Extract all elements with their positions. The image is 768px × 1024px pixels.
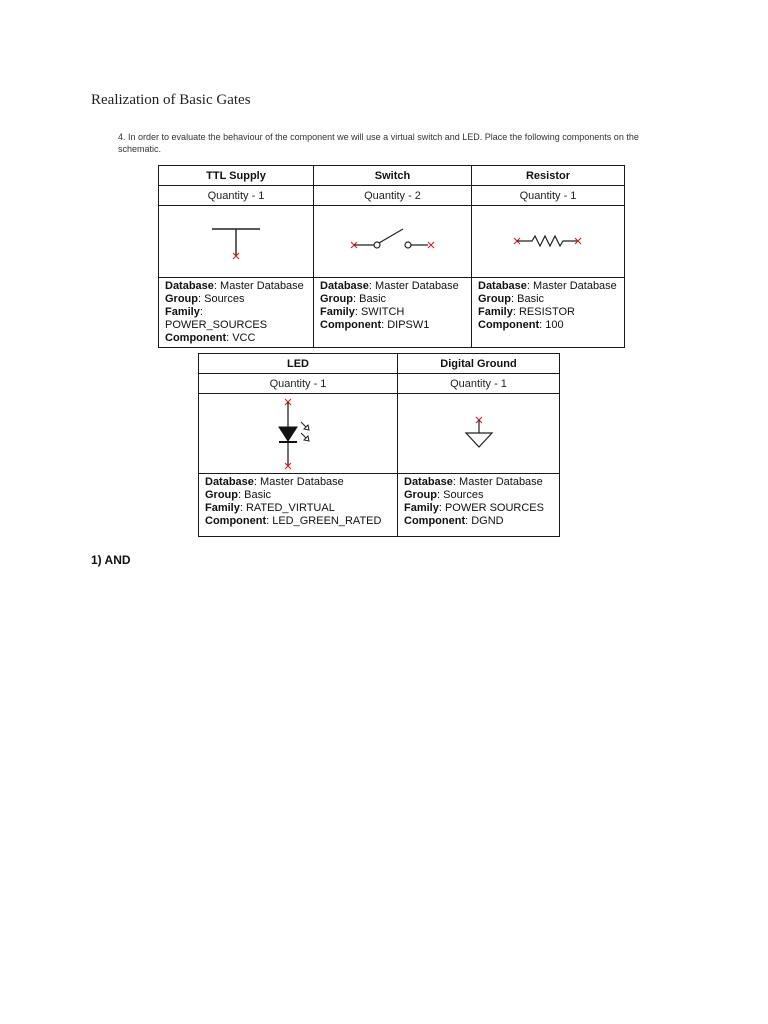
group-label: Group (165, 293, 198, 305)
led-icon (268, 396, 328, 472)
info-led (199, 474, 398, 537)
group-value: : Basic (511, 293, 545, 305)
group-label: Group (205, 489, 238, 501)
symbol-cell-switch (314, 206, 472, 278)
database-label: Database (205, 476, 254, 488)
section-heading-and: 1) AND (91, 553, 131, 567)
resistor-icon (508, 222, 588, 262)
component-value: : DGND (465, 515, 504, 527)
family-value: : POWER_SOURCES (165, 306, 268, 331)
components-table-2 (198, 353, 560, 537)
family-value: : SWITCH (354, 306, 405, 318)
database-value: : Master Database (253, 476, 344, 488)
components-table-1 (158, 165, 625, 348)
header-digital-ground: Digital Ground (398, 354, 560, 374)
header-ttl-supply: TTL Supply (159, 166, 314, 186)
header-switch: Switch (314, 166, 472, 186)
database-value: : Master Database (452, 476, 543, 488)
component-value: : LED_GREEN_RATED (266, 515, 382, 527)
vcc-icon (206, 222, 266, 262)
group-label: Group (404, 489, 437, 501)
intro-text: In order to evaluate the behaviour of the component we will use a virtual switch and LED. Place the following components on the schematic. (118, 132, 639, 154)
quantity-ttl-supply: Quantity - 1 (159, 186, 314, 206)
quantity-resistor: Quantity - 1 (472, 186, 625, 206)
database-value: : Master Database (368, 280, 459, 292)
family-value: : POWER SOURCES (438, 502, 544, 514)
symbol-cell-ttl-supply (159, 206, 314, 278)
info-switch (314, 278, 472, 348)
family-label: Family (205, 502, 240, 514)
group-value: : Sources (437, 489, 484, 501)
family-label: Family (404, 502, 439, 514)
info-ttl-supply (159, 278, 314, 348)
family-value: : RESISTOR (512, 306, 576, 318)
intro-number: 4. (118, 132, 126, 142)
header-led: LED (199, 354, 398, 374)
database-label: Database (320, 280, 369, 292)
database-label: Database (404, 476, 453, 488)
component-value: : 100 (539, 319, 564, 331)
component-value: : VCC (226, 332, 256, 344)
group-label: Group (478, 293, 511, 305)
intro-paragraph (118, 131, 678, 155)
component-label: Component (404, 515, 466, 527)
quantity-switch: Quantity - 2 (314, 186, 472, 206)
component-label: Component (320, 319, 382, 331)
symbol-cell-digital-ground (398, 394, 560, 474)
ground-icon (454, 409, 504, 459)
quantity-led: Quantity - 1 (199, 374, 398, 394)
component-label: Component (478, 319, 540, 331)
group-value: : Basic (238, 489, 272, 501)
family-label: Family (165, 306, 200, 318)
family-label: Family (320, 306, 355, 318)
database-label: Database (478, 280, 527, 292)
group-value: : Sources (198, 293, 245, 305)
symbol-cell-resistor (472, 206, 625, 278)
component-value: : DIPSW1 (381, 319, 430, 331)
database-label: Database (165, 280, 214, 292)
group-label: Group (320, 293, 353, 305)
header-resistor: Resistor (472, 166, 625, 186)
page-title: Realization of Basic Gates (91, 92, 251, 108)
switch-icon (348, 222, 438, 262)
info-digital-ground (398, 474, 560, 537)
family-value: : RATED_VIRTUAL (239, 502, 335, 514)
info-resistor (472, 278, 625, 348)
database-value: : Master Database (213, 280, 304, 292)
group-value: : Basic (353, 293, 387, 305)
quantity-digital-ground: Quantity - 1 (398, 374, 560, 394)
family-label: Family (478, 306, 513, 318)
component-label: Component (165, 332, 227, 344)
symbol-cell-led (199, 394, 398, 474)
component-label: Component (205, 515, 267, 527)
database-value: : Master Database (526, 280, 617, 292)
